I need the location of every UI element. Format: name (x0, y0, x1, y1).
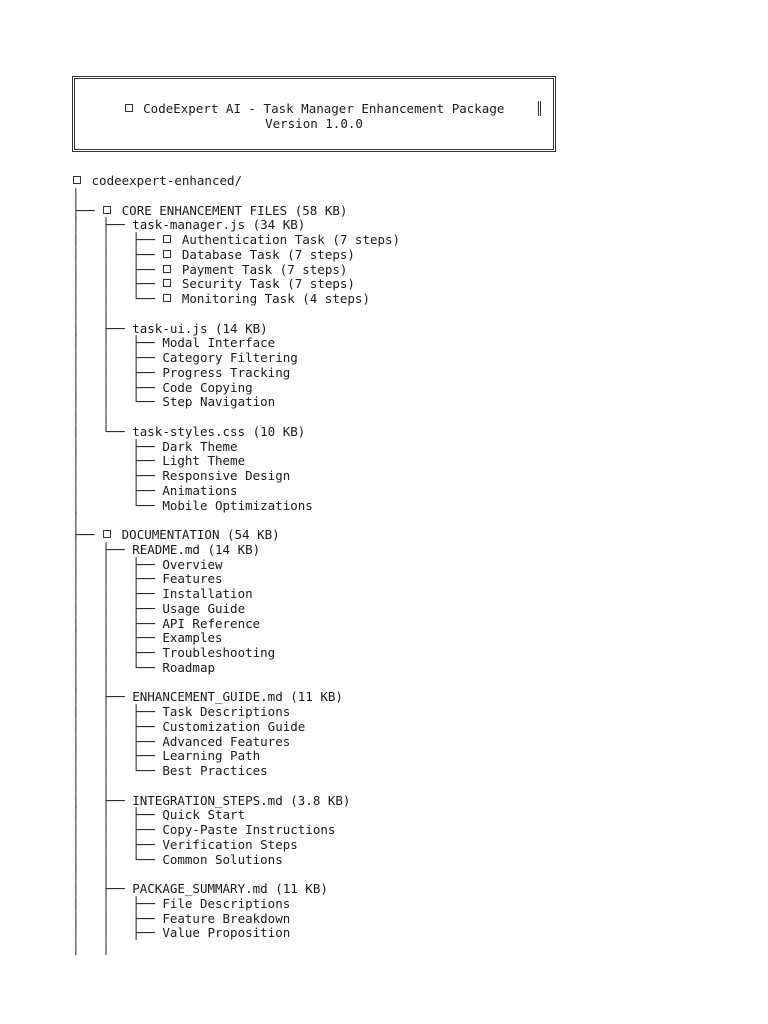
tree-line (72, 499, 400, 514)
tree-line (72, 381, 400, 396)
tree-line (72, 484, 400, 499)
tree-branch: │ │ └── (72, 851, 163, 867)
tree-item-label: Payment Task (7 steps) (181, 261, 348, 277)
tree-branch: │ ├── (72, 689, 133, 705)
tree-branch: │ │ ├── (72, 600, 163, 616)
tree-branch: │ │ (72, 409, 110, 424)
tree-line (72, 513, 400, 528)
tree-line (72, 631, 400, 646)
tree-item-label: README.md (14 KB) (132, 541, 261, 557)
tree-line (72, 720, 400, 735)
tree-branch: ├── (72, 202, 103, 218)
tree-item-label: Customization Guide (162, 718, 306, 734)
tree-branch: ├── (72, 527, 103, 542)
tree-item-label: task-styles.css (10 KB) (132, 423, 306, 439)
folder-icon (163, 265, 171, 273)
tree-item-label: Overview (162, 556, 223, 572)
tree-item-label: CORE ENHANCEMENT FILES (58 KB) (121, 202, 348, 218)
tree-branch: │ │ └── (72, 763, 163, 778)
tree-item-label: Usage Guide (162, 600, 246, 616)
tree-line (72, 853, 400, 868)
tree-branch: │ │ (72, 674, 110, 690)
tree-item-label: Learning Path (162, 748, 261, 764)
folder-icon (73, 176, 81, 184)
tree-line (72, 366, 400, 381)
tree-branch: │ │ ├── (72, 335, 163, 351)
tree-line (72, 425, 400, 440)
box-icon (125, 104, 133, 112)
tree-branch: │ │ ├── (72, 748, 163, 764)
tree-item-label: task-ui.js (14 KB) (132, 320, 268, 336)
tree-line (72, 587, 400, 602)
tree-branch: │ │ ├── (72, 364, 163, 380)
tree-line (72, 336, 400, 351)
folder-icon (103, 206, 111, 214)
tree-branch: │ ├── (72, 468, 163, 483)
banner-text (75, 101, 553, 131)
tree-branch: │ │ ├── (72, 910, 163, 926)
tree-branch: │ │ ├── (72, 556, 163, 572)
tree-branch: │ │ (72, 305, 110, 321)
tree-item-label: Category Filtering (162, 350, 298, 365)
tree-line (72, 897, 400, 912)
tree-line (72, 661, 400, 676)
tree-line (72, 676, 400, 691)
tree-root-label: codeexpert-enhanced/ (91, 173, 243, 188)
tree-line (72, 838, 400, 853)
tree-item-label: Examples (162, 630, 223, 646)
tree-line (72, 263, 400, 278)
tree-item-label: Mobile Optimizations (162, 497, 313, 513)
tree-line (72, 218, 400, 233)
tree-branch: │ │ ├── (72, 261, 163, 277)
tree-branch: │ │ ├── (72, 895, 163, 911)
folder-icon (163, 250, 171, 258)
tree-item-label: Best Practices (162, 763, 268, 778)
tree-item-label: Installation (162, 586, 253, 601)
tree-line (72, 867, 400, 882)
tree-branch: │ │ └── (72, 659, 163, 675)
tree-item-label: DOCUMENTATION (54 KB) (121, 527, 280, 542)
tree-item-label: Responsive Design (162, 468, 291, 483)
tree-branch: │ ├── (72, 792, 133, 808)
tree-branch: │ │ ├── (72, 630, 163, 646)
tree-line (72, 941, 400, 956)
tree-item-label: File Descriptions (162, 895, 291, 911)
folder-icon (163, 294, 171, 302)
tree-line (72, 454, 400, 469)
tree-branch: │ │ ├── (72, 807, 163, 823)
tree-branch: │ │ ├── (72, 232, 163, 247)
tree-branch: │ ├── (72, 453, 163, 469)
banner-edge-glyph: ║ (535, 101, 543, 116)
tree-item-label: Feature Breakdown (162, 910, 291, 926)
tree-item-label: Database Task (7 steps) (181, 246, 355, 262)
tree-line (72, 204, 400, 219)
tree-line (72, 351, 400, 366)
tree-line (72, 410, 400, 425)
tree-item-label: Troubleshooting (162, 645, 276, 660)
tree-branch: │ │ └── (72, 291, 163, 306)
tree-line (72, 322, 400, 337)
tree-branch: │ └── (72, 497, 163, 513)
tree-branch: │ │ ├── (72, 925, 163, 941)
tree-line (72, 469, 400, 484)
tree-line (72, 735, 400, 750)
tree-line (72, 794, 400, 809)
tree-branch: │ │ (72, 940, 110, 955)
tree-branch: │ │ └── (72, 394, 163, 410)
tree-item-label: Quick Start (162, 807, 246, 823)
tree-item-label: Advanced Features (162, 733, 291, 749)
tree-branch: │ ├── (72, 438, 163, 454)
header-banner (72, 76, 556, 152)
folder-icon (103, 530, 111, 538)
tree-line (72, 277, 400, 292)
tree-line (72, 779, 400, 794)
banner-version: Version 1.0.0 (265, 116, 363, 131)
tree-line (72, 572, 400, 587)
tree-line (72, 749, 400, 764)
tree-line (72, 528, 400, 543)
tree-branch: │ ├── (72, 541, 133, 557)
tree-branch: │ │ ├── (72, 645, 163, 660)
tree-branch: │ │ ├── (72, 276, 163, 292)
tree-line (72, 823, 400, 838)
tree-line (72, 808, 400, 823)
tree-branch: │ │ ├── (72, 350, 163, 365)
tree-branch: │ │ ├── (72, 615, 163, 631)
tree-branch: │ ├── (72, 482, 163, 498)
tree-branch: │ │ ├── (72, 379, 163, 395)
tree-item-label: Value Proposition (162, 925, 291, 941)
tree-branch: │ (72, 512, 80, 528)
tree-item-label: Copy-Paste Instructions (162, 822, 336, 837)
tree-line (72, 646, 400, 661)
tree-branch: │ │ (72, 866, 110, 882)
tree-line (72, 617, 400, 632)
tree-item-label: Animations (162, 482, 238, 498)
tree-line (72, 558, 400, 573)
tree-line (72, 912, 400, 927)
tree-item-label: Common Solutions (162, 851, 283, 867)
tree-item-label: Dark Theme (162, 438, 238, 454)
tree-item-label: Task Descriptions (162, 704, 291, 719)
tree-line (72, 690, 400, 705)
tree-item-label: Progress Tracking (162, 364, 291, 380)
tree-line (72, 440, 400, 455)
tree-branch: │ │ ├── (72, 704, 163, 719)
tree-branch: │ │ ├── (72, 836, 163, 852)
folder-icon (163, 279, 171, 287)
tree-line (72, 307, 400, 322)
tree-branch: │ │ ├── (72, 586, 163, 601)
tree-branch: │ ├── (72, 217, 133, 233)
tree-branch: │ │ ├── (72, 718, 163, 734)
tree-item-label: Security Task (7 steps) (181, 276, 355, 292)
tree-branch: │ │ (72, 777, 110, 793)
tree-item-label: Code Copying (162, 379, 253, 395)
tree-branch: │ (72, 187, 80, 203)
tree-item-label: Features (162, 571, 223, 587)
tree-line (72, 543, 400, 558)
tree-branch: │ │ ├── (72, 822, 163, 837)
tree-item-label: Verification Steps (162, 836, 298, 852)
folder-icon (163, 235, 171, 243)
tree-line (72, 189, 400, 204)
tree-branch: │ ├── (72, 881, 133, 896)
tree-line (72, 248, 400, 263)
tree-branch: │ │ ├── (72, 246, 163, 262)
tree-branch: │ │ ├── (72, 733, 163, 749)
tree-line (72, 926, 400, 941)
tree-item-label: Light Theme (162, 453, 246, 469)
tree-line (72, 602, 400, 617)
tree-item-label: task-manager.js (34 KB) (132, 217, 306, 233)
tree-item-label: INTEGRATION_STEPS.md (3.8 KB) (132, 792, 351, 808)
tree-branch: │ ├── (72, 320, 133, 336)
tree-item-label: Authentication Task (7 steps) (181, 232, 401, 247)
tree-line (72, 705, 400, 720)
tree-root (72, 174, 400, 189)
tree-item-label: API Reference (162, 615, 261, 631)
tree-line (72, 395, 400, 410)
tree-line (72, 233, 400, 248)
tree-line (72, 292, 400, 307)
tree-item-label: Modal Interface (162, 335, 276, 351)
tree-item-label: ENHANCEMENT_GUIDE.md (11 KB) (132, 689, 343, 705)
tree-item-label: PACKAGE_SUMMARY.md (11 KB) (132, 881, 328, 896)
tree-item-label: Step Navigation (162, 394, 276, 410)
banner-title: CodeExpert AI - Task Manager Enhancement Package (143, 101, 505, 116)
tree-line (72, 882, 400, 897)
tree-line (72, 764, 400, 779)
tree-branch: │ └── (72, 423, 133, 439)
file-tree (72, 174, 400, 956)
tree-item-label: Roadmap (162, 659, 215, 675)
tree-item-label: Monitoring Task (4 steps) (181, 291, 370, 306)
tree-branch: │ │ ├── (72, 571, 163, 587)
